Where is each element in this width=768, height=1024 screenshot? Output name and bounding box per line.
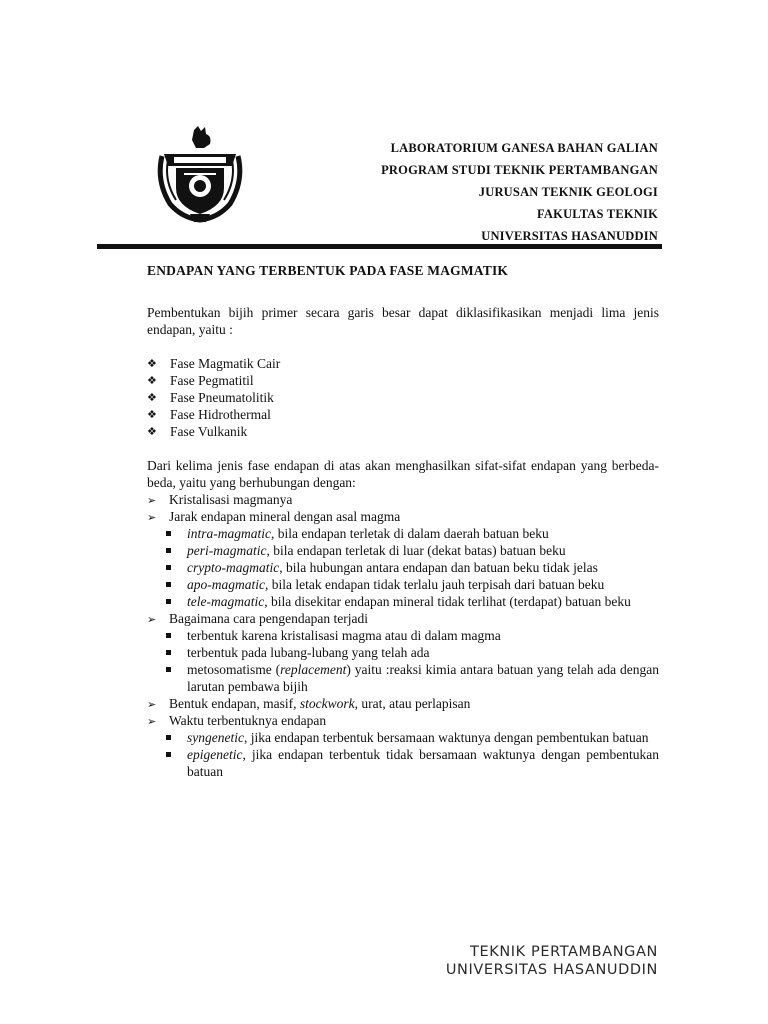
- diamond-bullet-icon: ❖: [147, 425, 157, 438]
- document-body: [147, 304, 659, 780]
- list-item: ➢ Bentuk endapan, masif, stockwork, urat, atau perlapisan: [147, 696, 471, 711]
- diamond-bullet-icon: ❖: [147, 391, 157, 404]
- footer-line-2: UNIVERSITAS HASANUDDIN: [445, 962, 658, 978]
- square-bullet-icon: [166, 531, 171, 536]
- list-item: ❖ Fase Pegmatitil: [147, 373, 254, 388]
- square-bullet-icon: [166, 650, 171, 655]
- diamond-bullet-icon: ❖: [147, 357, 157, 370]
- list-item: ➢ Waktu terbentuknya endapan: [147, 713, 327, 728]
- square-bullet-icon: [166, 599, 171, 604]
- list-item: syngenetic, jika endapan terbentuk bersamaan waktunya dengan pembentukan batuan: [147, 729, 659, 746]
- header-line-1: LABORATORIUM GANESA BAHAN GALIAN: [390, 141, 658, 155]
- arrow-bullet-icon: ➢: [147, 613, 157, 626]
- square-bullet-icon: [166, 752, 171, 757]
- header-divider: [97, 244, 662, 249]
- list-item: intra-magmatic, bila endapan terletak di dalam daerah batuan beku: [147, 525, 659, 542]
- list-item: epigenetic, jika endapan terbentuk tidak bersamaan waktunya dengan pembentukan batuan: [147, 746, 659, 780]
- list-item: ❖ Fase Pneumatolitik: [147, 390, 274, 405]
- phase-list: [147, 355, 659, 440]
- diamond-bullet-icon: ❖: [147, 374, 157, 387]
- square-bullet-icon: [166, 565, 171, 570]
- square-bullet-icon: [166, 735, 171, 740]
- header-line-3: JURUSAN TEKNIK GEOLOGI: [478, 185, 658, 199]
- list-item: ➢ Bagaimana cara pengendapan terjadi: [147, 611, 369, 626]
- arrow-bullet-icon: ➢: [147, 511, 157, 524]
- list-item: ❖ Fase Vulkanik: [147, 424, 248, 439]
- second-paragraph: Dari kelima jenis fase endapan di atas akan menghasilkan sifat-sifat endapan yang berbeda-beda, yaitu yang berhubungan dengan:: [147, 458, 659, 490]
- arrow-bullet-icon: ➢: [147, 698, 157, 711]
- arrow-bullet-icon: ➢: [147, 715, 157, 728]
- list-item: peri-magmatic, bila endapan terletak di luar (dekat batas) batuan beku: [147, 542, 659, 559]
- intro-paragraph: Pembentukan bijih primer secara garis besar dapat diklasifikasikan menjadi lima jenis endapan, yaitu :: [147, 305, 659, 337]
- square-bullet-icon: [166, 667, 171, 672]
- square-bullet-icon: [166, 582, 171, 587]
- list-item: tele-magmatic, bila disekitar endapan mineral tidak terlihat (terdapat) batuan beku: [147, 593, 659, 610]
- header-line-4: FAKULTAS TEKNIK: [537, 207, 658, 221]
- header-line-2: PROGRAM STUDI TEKNIK PERTAMBANGAN: [381, 163, 658, 177]
- list-item: ❖ Fase Magmatik Cair: [147, 356, 281, 371]
- diamond-bullet-icon: ❖: [147, 408, 157, 421]
- institution-header: [381, 137, 658, 247]
- list-item: ➢ Jarak endapan mineral dengan asal magma: [147, 509, 401, 524]
- list-item: metosomatisme (replacement) yaitu :reaksi kimia antara batuan yang telah ada dengan larutan pembawa bijih: [147, 661, 659, 695]
- footer-line-1: TEKNIK PERTAMBANGAN: [470, 944, 658, 960]
- list-item: ❖ Fase Hidrothermal: [147, 407, 271, 422]
- arrow-bullet-icon: ➢: [147, 494, 157, 507]
- list-item: apo-magmatic, bila letak endapan tidak terlalu jauh terpisah dari batuan beku: [147, 576, 659, 593]
- square-bullet-icon: [166, 633, 171, 638]
- square-bullet-icon: [166, 548, 171, 553]
- list-item: terbentuk karena kristalisasi magma atau di dalam magma: [147, 627, 659, 644]
- footer: [446, 943, 658, 979]
- header-line-5: UNIVERSITAS HASANUDDIN: [481, 229, 658, 243]
- list-item: ➢ Kristalisasi magmanya: [147, 492, 293, 507]
- page-title: ENDAPAN YANG TERBENTUK PADA FASE MAGMATIK: [147, 263, 509, 278]
- university-crest-icon: [154, 126, 246, 224]
- list-item: terbentuk pada lubang-lubang yang telah ada: [147, 644, 659, 661]
- list-item: crypto-magmatic, bila hubungan antara endapan dan batuan beku tidak jelas: [147, 559, 659, 576]
